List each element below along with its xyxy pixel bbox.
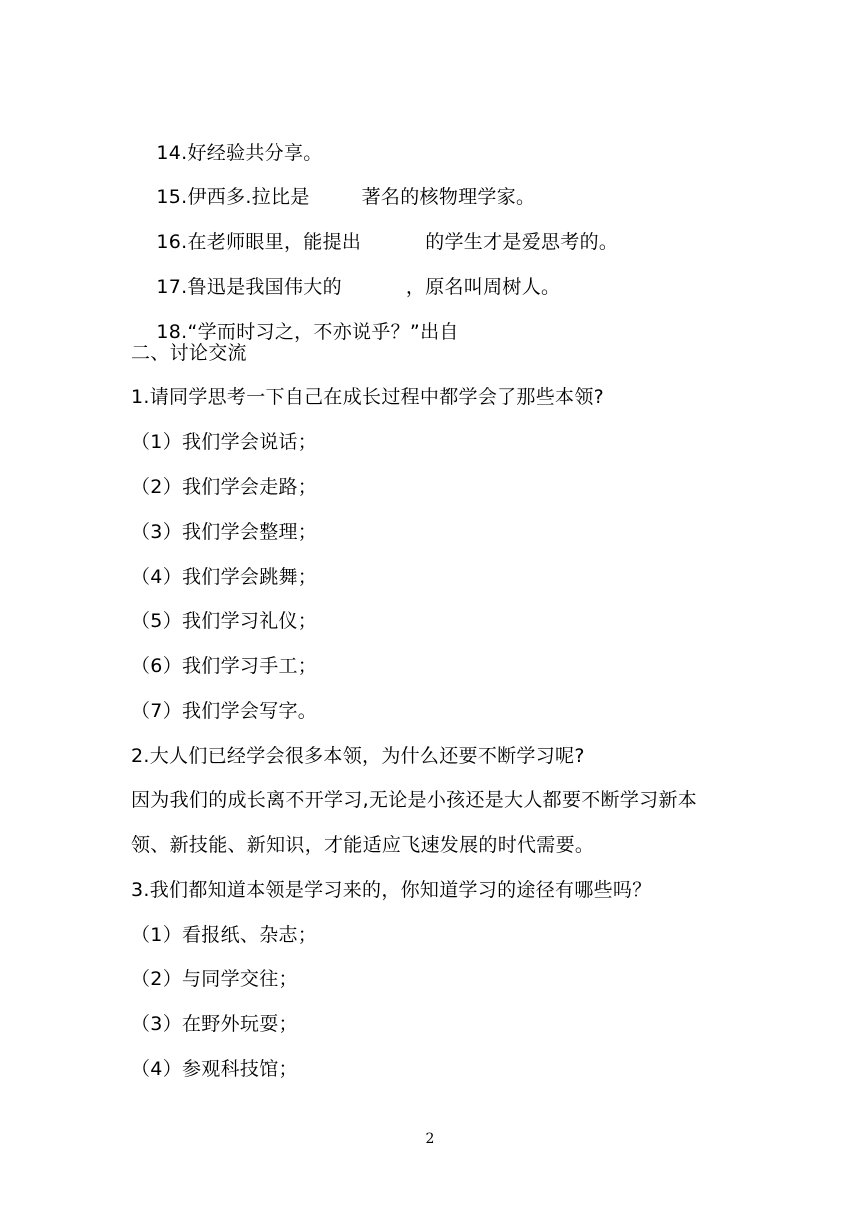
list-item: （5）我们学习礼仪； (131, 610, 318, 632)
question-text-continued: ，原名叫周树人。 (405, 276, 561, 298)
list-item: （3）我们学会整理； (131, 521, 318, 543)
list-item: （7）我们学会写字。 (131, 700, 318, 722)
list-item: （4）我们学会跳舞； (131, 566, 318, 588)
list-item: （1）看报纸、杂志； (131, 924, 318, 946)
list-item: （6）我们学习手工； (131, 655, 318, 677)
section-title: 二、讨论交流 (131, 342, 247, 364)
question-text-continued: 的学生才是爱思考的。 (425, 231, 619, 253)
question-text-continued: 著名的核物理学家。 (361, 186, 536, 208)
question-text: 16.在老师眼里，能提出 (156, 231, 362, 253)
list-item: （1）我们学会说话； (131, 431, 318, 453)
list-item: （2）与同学交往； (131, 968, 298, 990)
question-text: 14.好经验共分享。 (156, 142, 323, 164)
page-number: 2 (425, 1131, 435, 1147)
answer-line: 因为我们的成长离不开学习,无论是小孩还是大人都要不断学习新本 (131, 789, 698, 811)
discussion-question-2: 2.大人们已经学会很多本领，为什么还要不断学习呢? (131, 745, 585, 767)
answer-line: 领、新技能、新知识，才能适应飞速发展的时代需要。 (131, 834, 595, 856)
list-item: （2）我们学会走路； (131, 476, 318, 498)
list-item: （4）参观科技馆； (131, 1058, 298, 1080)
question-text: 18.“学而时习之，不亦说乎？”出自 (156, 321, 459, 343)
discussion-question-3: 3.我们都知道本领是学习来的，你知道学习的途径有哪些吗？ (131, 879, 652, 901)
list-item: （3）在野外玩耍； (131, 1013, 298, 1035)
question-text: 15.伊西多.拉比是 (156, 186, 310, 208)
question-text: 17.鲁迅是我国伟大的 (156, 276, 342, 298)
discussion-question-1: 1.请同学思考一下自己在成长过程中都学会了那些本领? (131, 386, 605, 408)
